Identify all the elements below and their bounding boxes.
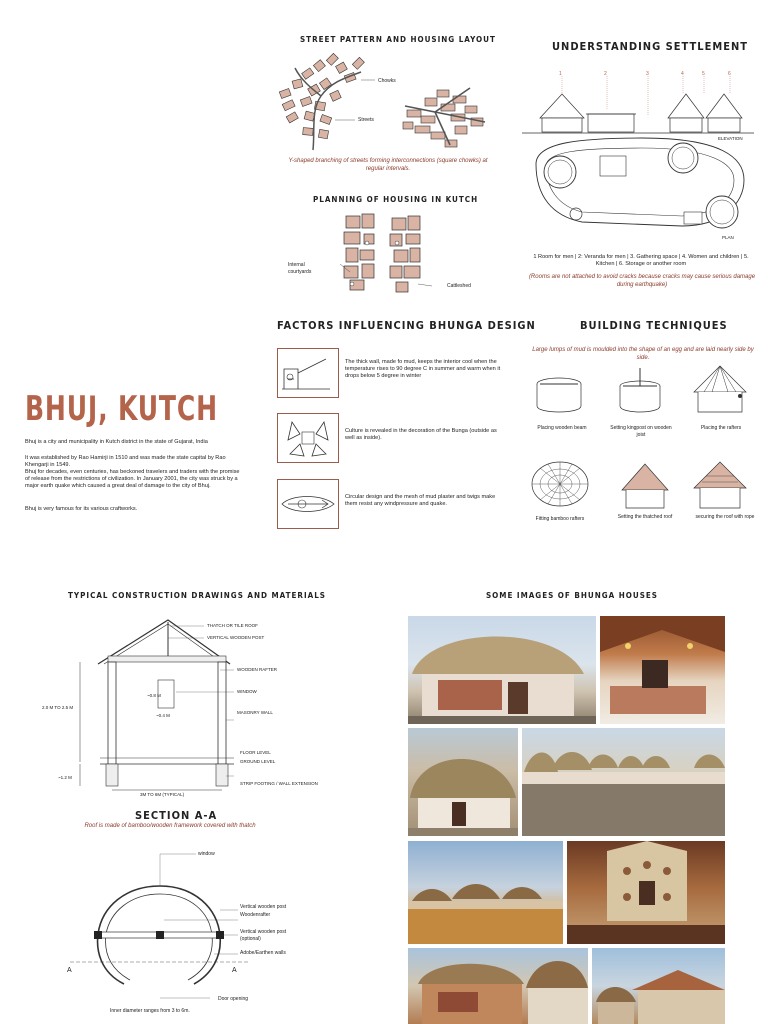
bhunga-photo-3	[408, 728, 518, 836]
bhunga-photo-4	[522, 728, 725, 836]
plan-label-diameter: Inner diameter ranges from 3 to 6m.	[110, 1008, 190, 1014]
settlement-num-1: 1	[559, 71, 562, 77]
settlement-num-5: 5	[702, 71, 705, 77]
techniques-heading: BUILDING TECHNIQUES	[580, 319, 728, 332]
technique-step-5-label: Setting the thatched roof	[617, 514, 673, 520]
plan-label-a-left: A	[67, 967, 72, 974]
intro-paragraph-1: Bhuj is a city and municipality in Kutch district in the state of Gujarat, India	[25, 439, 208, 445]
page-title: BHUJ, KUTCH	[25, 389, 218, 429]
bhunga-photo-6	[567, 841, 725, 944]
bhunga-photo-8	[592, 948, 725, 1024]
label-window: WINDOW	[237, 689, 257, 694]
factors-heading: FACTORS INFLUENCING BHUNGA DESIGN	[277, 319, 536, 332]
bhunga-photo-5	[408, 841, 563, 944]
label-thatch-roof: THATCH OR TILE ROOF	[207, 623, 258, 628]
street-heading: STREET PATTERN AND HOUSING LAYOUT	[300, 35, 496, 44]
intro-paragraph-4: Bhuj is very famous for its various craftworks.	[25, 506, 138, 512]
label-cattleshed: Cattleshed	[447, 283, 471, 289]
technique-step-2-label: Setting kingpost on wooden joist	[610, 425, 672, 438]
plan-label-post: Vertical wooden post	[240, 904, 287, 910]
factor-text-1: The thick wall, made fo mud, keeps the interior cool when the temperature rises to 90 degree C in summer and warm when it drops below 5 degree in winter	[345, 359, 501, 379]
technique-step-4-label: Fitting bamboo rafters	[535, 516, 585, 522]
technique-step-6-label: securing the roof with rope	[695, 514, 755, 520]
intro-paragraph-2: It was established by Rao Hamirji in 1510 and was made the state capital by Rao Khengarji in 1549.	[25, 455, 226, 468]
settlement-note: (Rooms are not attached to avoid cracks because cracks may cause serious damage during earthquake)	[528, 274, 756, 288]
plan-label-window: window	[198, 851, 215, 857]
bhunga-photo-7	[408, 948, 588, 1024]
label-footing-depth: ~1.2 M	[58, 775, 72, 780]
technique-step-5-image	[618, 462, 672, 512]
factor-culture-image	[277, 413, 339, 463]
label-elevation: ELEVATION	[718, 136, 743, 141]
settlement-legend: 1 Room for men | 2: Veranda for men | 3. Gathering space | 4. Women and children | 5. Kitchen | 6. Storage or another room	[533, 254, 749, 267]
technique-step-2-image	[615, 368, 665, 418]
technique-step-3-image	[690, 364, 750, 420]
factor-circular-image	[277, 479, 339, 529]
label-strip-footing: STRIP FOOTING / WALL EXTENSION	[240, 781, 318, 786]
settlement-num-4: 4	[681, 71, 684, 77]
label-chowks: Chowks	[378, 78, 396, 84]
intro-paragraph-3: Bhuj for decades, even centuries, has beckoned travelers and traders with the promise of release from the restrictions of civilization. In January 2001, the city was struck by a major earth quake which caused a great deal of damage to the city of Bhuj.	[25, 469, 240, 489]
label-ground-level: GROUND LEVEL	[240, 759, 276, 764]
plan-drawing	[60, 850, 250, 1010]
techniques-caption: Large lumps of mud is moulded into the shape of an egg and are laid nearly side by side.	[532, 347, 754, 361]
plan-label-door: Door opening	[218, 996, 249, 1002]
construction-heading: TYPICAL CONSTRUCTION DRAWINGS AND MATERIALS	[68, 591, 326, 600]
plan-label-rafter: Woodenrafter	[240, 912, 271, 918]
label-masonry-wall: MASONRY WALL	[237, 710, 273, 715]
label-courtyards: Internal courtyards	[288, 262, 312, 275]
images-heading: SOME IMAGES OF BHUNGA HOUSES	[486, 591, 658, 600]
technique-step-1-image	[534, 372, 584, 418]
section-drawing	[70, 612, 240, 802]
technique-step-3-label: Placing the rafters	[700, 425, 742, 431]
street-caption: Y-shaped branching of streets forming interconnections (square chowks) at regular intervals.	[288, 158, 488, 172]
label-wooden-rafter: WOODEN RAFTER	[237, 667, 277, 672]
plan-label-a-right: A	[232, 967, 237, 974]
settlement-heading: UNDERSTANDING SETTLEMENT	[552, 40, 748, 53]
plan-label-walls: Adobe/Earthen walls	[240, 950, 286, 956]
settlement-num-3: 3	[646, 71, 649, 77]
label-span: 3M TO 6M (TYPICAL)	[140, 792, 185, 797]
plan-label-post-optional: Vertical wooden post (optional)	[240, 929, 287, 942]
label-streets: Streets	[358, 117, 374, 123]
factor-text-3: Circular design and the mesh of mud plaster and twigs make them resist any windpressure and quake.	[345, 494, 496, 507]
settlement-drawing	[522, 76, 754, 240]
street-pattern-drawing	[275, 50, 505, 160]
technique-step-4-image	[528, 456, 592, 512]
planning-heading: PLANNING OF HOUSING IN KUTCH	[313, 195, 479, 204]
label-window-height: ~0.8 M	[147, 693, 161, 698]
technique-step-1-label: Placing wooden beam	[537, 425, 587, 431]
technique-step-6-image	[692, 460, 748, 512]
label-height: 2.0 M TO 2.5 M	[42, 705, 74, 710]
settlement-num-2: 2	[604, 71, 607, 77]
settlement-num-6: 6	[728, 71, 731, 77]
bhunga-photo-1	[408, 616, 596, 724]
factor-text-2: Culture is revealed in the decoration of the Bunga (outside as well as inside).	[345, 428, 497, 441]
section-caption: Roof is made of bamboo/wooden framework covered with thatch	[84, 823, 256, 829]
housing-plan-drawing	[340, 212, 440, 296]
label-plan: PLAN	[722, 235, 734, 240]
label-vertical-post: VERTICAL WOODEN POST	[207, 635, 265, 640]
factor-thick-wall-image	[277, 348, 339, 398]
section-title: SECTION A-A	[135, 809, 218, 822]
bhunga-photo-2	[600, 616, 725, 724]
label-window-width: ~0.4 M	[156, 713, 170, 718]
label-floor-level: FLOOR LEVEL	[240, 750, 271, 755]
